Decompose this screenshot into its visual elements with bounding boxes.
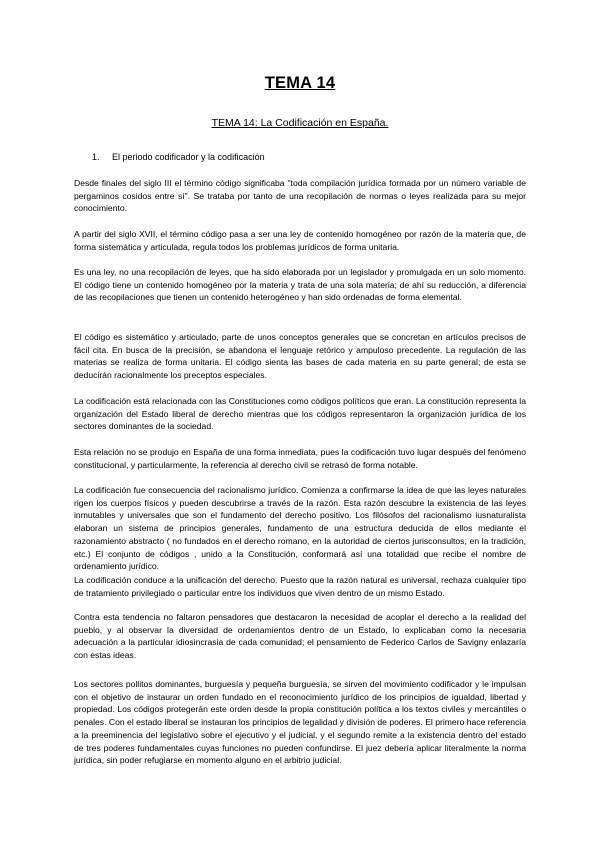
paragraph: Los sectores pollitos dominantes, burguesía y pequeña burguesía, se sirven del movimiento codificador y le impulsan con el objetivo de instaurar un orden fundado en el reconocimiento jurídico de los principios de igualdad, libertad y propiedad. Los códigos protegerán este orden desde la propia constitución política a los textos civiles y mercantiles o penales. Con el estado liberal se instauran los principios de legalidad y división de poderes. El primero hace referencia a la preeminencia del legislativo sobre el ejecutivo y el judicial, y el segundo remite a la existencia dentro del estado de tres poderes fundamentales cuyas funciones no pueden confundirse. El juez debería aplicar literalmente la norma jurídica, sin poder refugiarse en momento alguno en el arbitrio judicial. <box>74 679 526 766</box>
paragraph: Desde finales del siglo III el término código significaba "toda compilación jurídica formada por un número variable de pergaminos cosidos entre sí". Se trataba por tanto de una recopilación de normas o leyes realizada para su mejor conocimiento. <box>74 178 526 214</box>
section-heading <box>92 152 265 162</box>
section-number: 1. <box>92 152 100 162</box>
paragraph: La codificación está relacionada con las Constituciones como códigos políticos que eran. La constitución representa la organización del Estado liberal de derecho mientras que los códigos representaron la organización jurídica de los sectores dominantes de la sociedad. <box>74 396 526 432</box>
paragraph: Esta relación no se produjo en España de una forma inmediata, pues la codificación tuvo lugar después del fenómeno constitucional, y particularmente, la referencia al derecho civil se retrasó de forma notable. <box>74 447 526 470</box>
document-subtitle: TEMA 14: La Codificación en España. <box>211 117 389 129</box>
paragraph: El código es sistemático y articulado, parte de unos conceptos generales que se concretan en artículos precisos de fácil cita. En busca de la precisión, se abandona el lenguaje retórico y ampuloso precedente. La regulación de las materias se realiza de forma unitaria. El código sienta las bases de cada materia en su parte general; de esta se deducirán racionalmente los preceptos especiales. <box>74 332 526 381</box>
paragraph: A partir del siglo XVII, el término código pasa a ser una ley de contenido homogéneo por razón de la materia que, de forma sistemática y articulada, regula todos los problemas jurídicos de forma unitaria. <box>74 229 526 252</box>
section-label: El periodo codificador y la codificación <box>112 152 265 162</box>
paragraph: La codificación fue consecuencia del racionalismo jurídico. Comienza a confirmarse la idea de que las leyes naturales rigen los cuerpos físicos y pueden descubrirse a través de la razón. Esta razón descubre la existencia de las leyes inmutables y universales que son el fundamento del derecho positivo. Los filósofos del racionalismo iusnaturalista elaboran un sistema de principios generales, fundamento de una estructura deducida de ellos mediante el razonamiento abstracto ( no fundados en el derecho romano, en la autoridad de ciertos jurisconsultos, en la tradición, etc.) El conjunto de códigos , unido a la Constitución, conformará así una totalidad que recibe el nombre de ordenamiento jurídico. <box>74 485 526 572</box>
paragraph: Es una ley, no una recopilación de leyes, que ha sido elaborada por un legislador y promulgada en un solo momento. El código tiene un contenido homogéneo por la materia y trata de una sola materia; de ahí su reducción, a diferencia de las recopilaciones que tienen un contenido heterogéneo y han sido ordenadas de forma elemental. <box>74 267 526 303</box>
document-title: TEMA 14 <box>264 74 336 92</box>
paragraph: La codificación conduce a la unificación del derecho. Puesto que la razón natural es universal, rechaza cualquier tipo de tratamiento privilegiado o particular entre los individuos que viven dentro de un mismo Estado. <box>74 575 526 598</box>
paragraph: Contra esta tendencia no faltaron pensadores que destacaron la necesidad de acoplar el derecho a la realidad del pueblo, y al observar la diversidad de ordenamientos dentro de un Estado, lo explicaban como la necesaria adecuación a la particular idiosincrasia de cada comunidad; el pensamiento de Federico Carlos de Savigny enlazaría con estas ideas. <box>74 612 526 661</box>
